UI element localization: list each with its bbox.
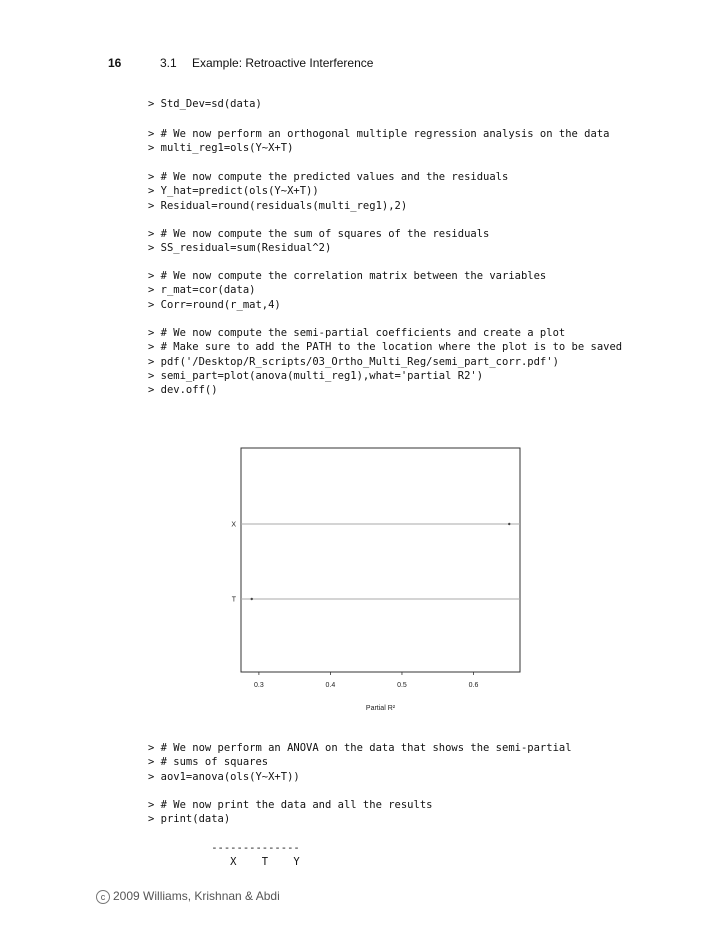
code-block-print: > # We now print the data and all the results > print(data) [148, 799, 433, 826]
partial-r2-plot [220, 440, 530, 715]
code-block-ss-residual: > # We now compute the sum of squares of the residuals > SS_residual=sum(Residual^2) [148, 228, 490, 255]
x-tick-label: 0.5 [397, 682, 407, 689]
x-axis-label: Partial R² [365, 705, 396, 712]
code-block-table-header: -------------- X T Y [211, 842, 300, 869]
x-tick-label: 0.4 [325, 682, 336, 689]
code-block-semi-partial: > # We now compute the semi-partial coefficients and create a plot > # Make sure to add the PATH to the location where the plot is to be saved > pdf('/Desktop/R_scripts/03_Ortho_Multi_Reg/semi_part_corr.pdf') > semi_part=plot(anova(multi_reg1),what='partial R2') > dev.off() [148, 327, 623, 397]
code-block-std-dev: > Std_Dev=sd(data) [148, 98, 262, 110]
x-tick-label: 0.3 [254, 682, 264, 689]
data-point-T [251, 598, 253, 600]
x-tick-label: 0.6 [468, 682, 479, 689]
data-point-X [508, 523, 510, 525]
code-block-correlation: > # We now compute the correlation matrix between the variables > r_mat=cor(data) > Corr=round(r_mat,4) [148, 270, 547, 311]
code-block-regression: > # We now perform an orthogonal multiple regression analysis on the data > multi_reg1=ols(Y~X+T) [148, 128, 610, 155]
category-label-T: T [231, 596, 236, 604]
code-block-anova: > # We now perform an ANOVA on the data that shows the semi-partial > # sums of squares > aov1=anova(ols(Y~X+T)) [148, 742, 572, 783]
copyright-footer [96, 889, 280, 904]
category-label-X: X [231, 521, 236, 529]
section-number: 3.1 [160, 56, 177, 70]
section-title: Example: Retroactive Interference [192, 56, 374, 70]
page-number: 16 [108, 56, 122, 70]
copyright-icon: c [96, 890, 110, 904]
code-block-predicted: > # We now compute the predicted values and the residuals > Y_hat=predict(ols(Y~X+T)) > Residual=round(residuals(multi_reg1),2) [148, 171, 509, 212]
plot-frame [241, 448, 520, 672]
footer-text: 2009 Williams, Krishnan & Abdi [113, 889, 280, 903]
